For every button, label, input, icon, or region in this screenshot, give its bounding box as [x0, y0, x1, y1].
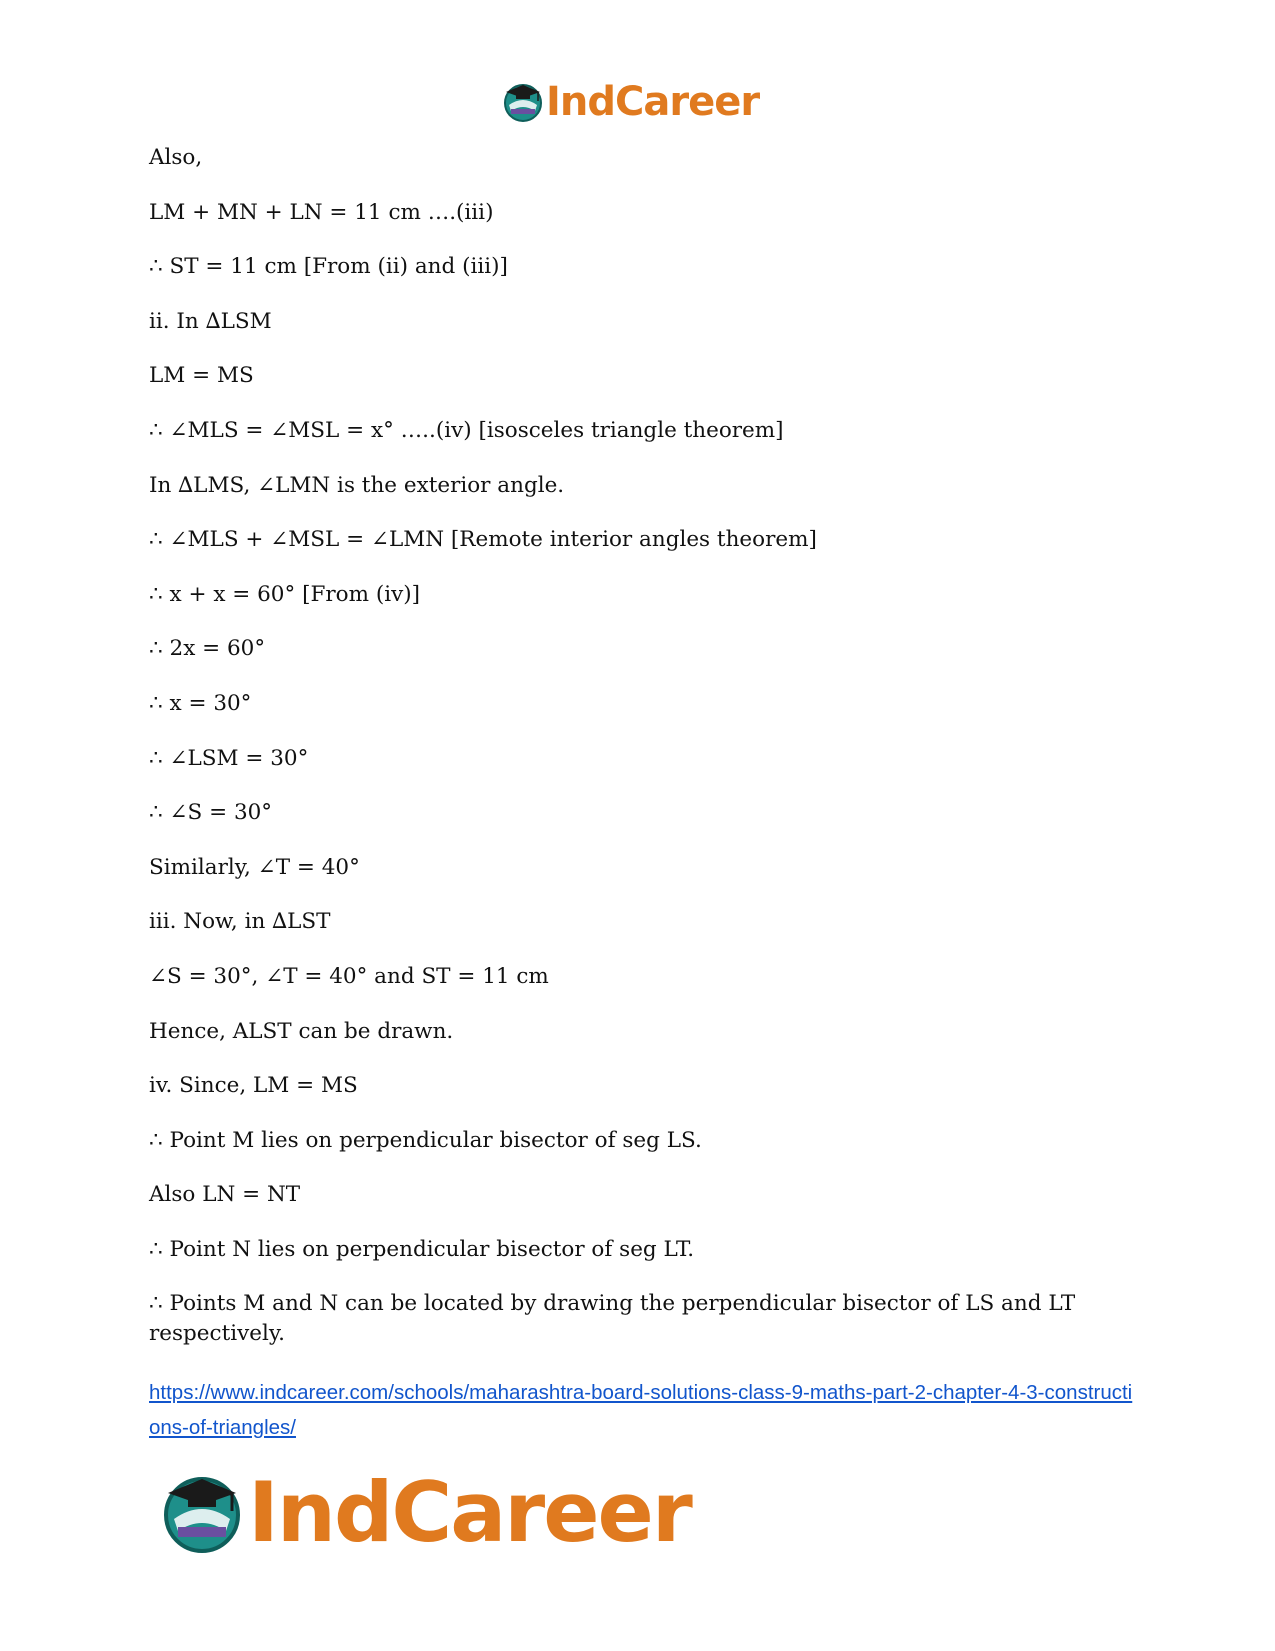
text-line: ∴ Points M and N can be located by drawing the perpendicular bisector of LS and LT respectively. — [149, 1291, 1076, 1347]
text-line: In ∆LMS, ∠LMN is the exterior angle. — [149, 472, 565, 498]
footer-logo — [160, 1465, 691, 1560]
text-line: Hence, ALST can be drawn. — [149, 1018, 454, 1044]
text-line: ∴ ∠MLS + ∠MSL = ∠LMN [Remote interior angles theorem] — [149, 527, 817, 553]
text-line: LM + MN + LN = 11 cm ….(iii) — [149, 199, 494, 225]
text-line: LM = MS — [149, 363, 254, 389]
graduation-cap-globe-icon — [502, 81, 544, 123]
header-logo — [502, 78, 759, 126]
text-line: ∴ ∠S = 30° — [149, 800, 273, 826]
text-line: Also, — [149, 145, 203, 170]
text-line: Also LN = NT — [149, 1182, 301, 1208]
text-line: ∴ x + x = 60° [From (iv)] — [149, 581, 421, 607]
text-line: ∴ ST = 11 cm [From (ii) and (iii)] — [149, 254, 508, 280]
graduation-cap-globe-icon — [160, 1471, 244, 1555]
document-body — [149, 143, 1139, 1374]
text-line: ∴ ∠MLS = ∠MSL = x° …..(iv) [isosceles triangle theorem] — [149, 417, 784, 443]
source-link[interactable]: https://www.indcareer.com/schools/maharashtra-board-solutions-class-9-maths-part-2-chapter-4-3-constructions-of-triangles/ — [149, 1381, 1133, 1439]
text-line: iii. Now, in ∆LST — [149, 909, 331, 935]
text-line: Similarly, ∠T = 40° — [149, 854, 360, 880]
text-line: ii. In ∆LSM — [149, 308, 272, 334]
text-line: ∴ Point M lies on perpendicular bisector of seg LS. — [149, 1127, 702, 1153]
text-line: iv. Since, LM = MS — [149, 1073, 358, 1099]
text-line: ∴ x = 30° — [149, 690, 252, 716]
text-line: ∠S = 30°, ∠T = 40° and ST = 11 cm — [149, 963, 549, 989]
text-line: ∴ ∠LSM = 30° — [149, 745, 309, 771]
footer-logo-text: IndCareer — [248, 1464, 691, 1561]
text-line: ∴ 2x = 60° — [149, 636, 266, 662]
text-line: ∴ Point N lies on perpendicular bisector of seg LT. — [149, 1236, 695, 1262]
header-logo-text: IndCareer — [546, 79, 760, 125]
